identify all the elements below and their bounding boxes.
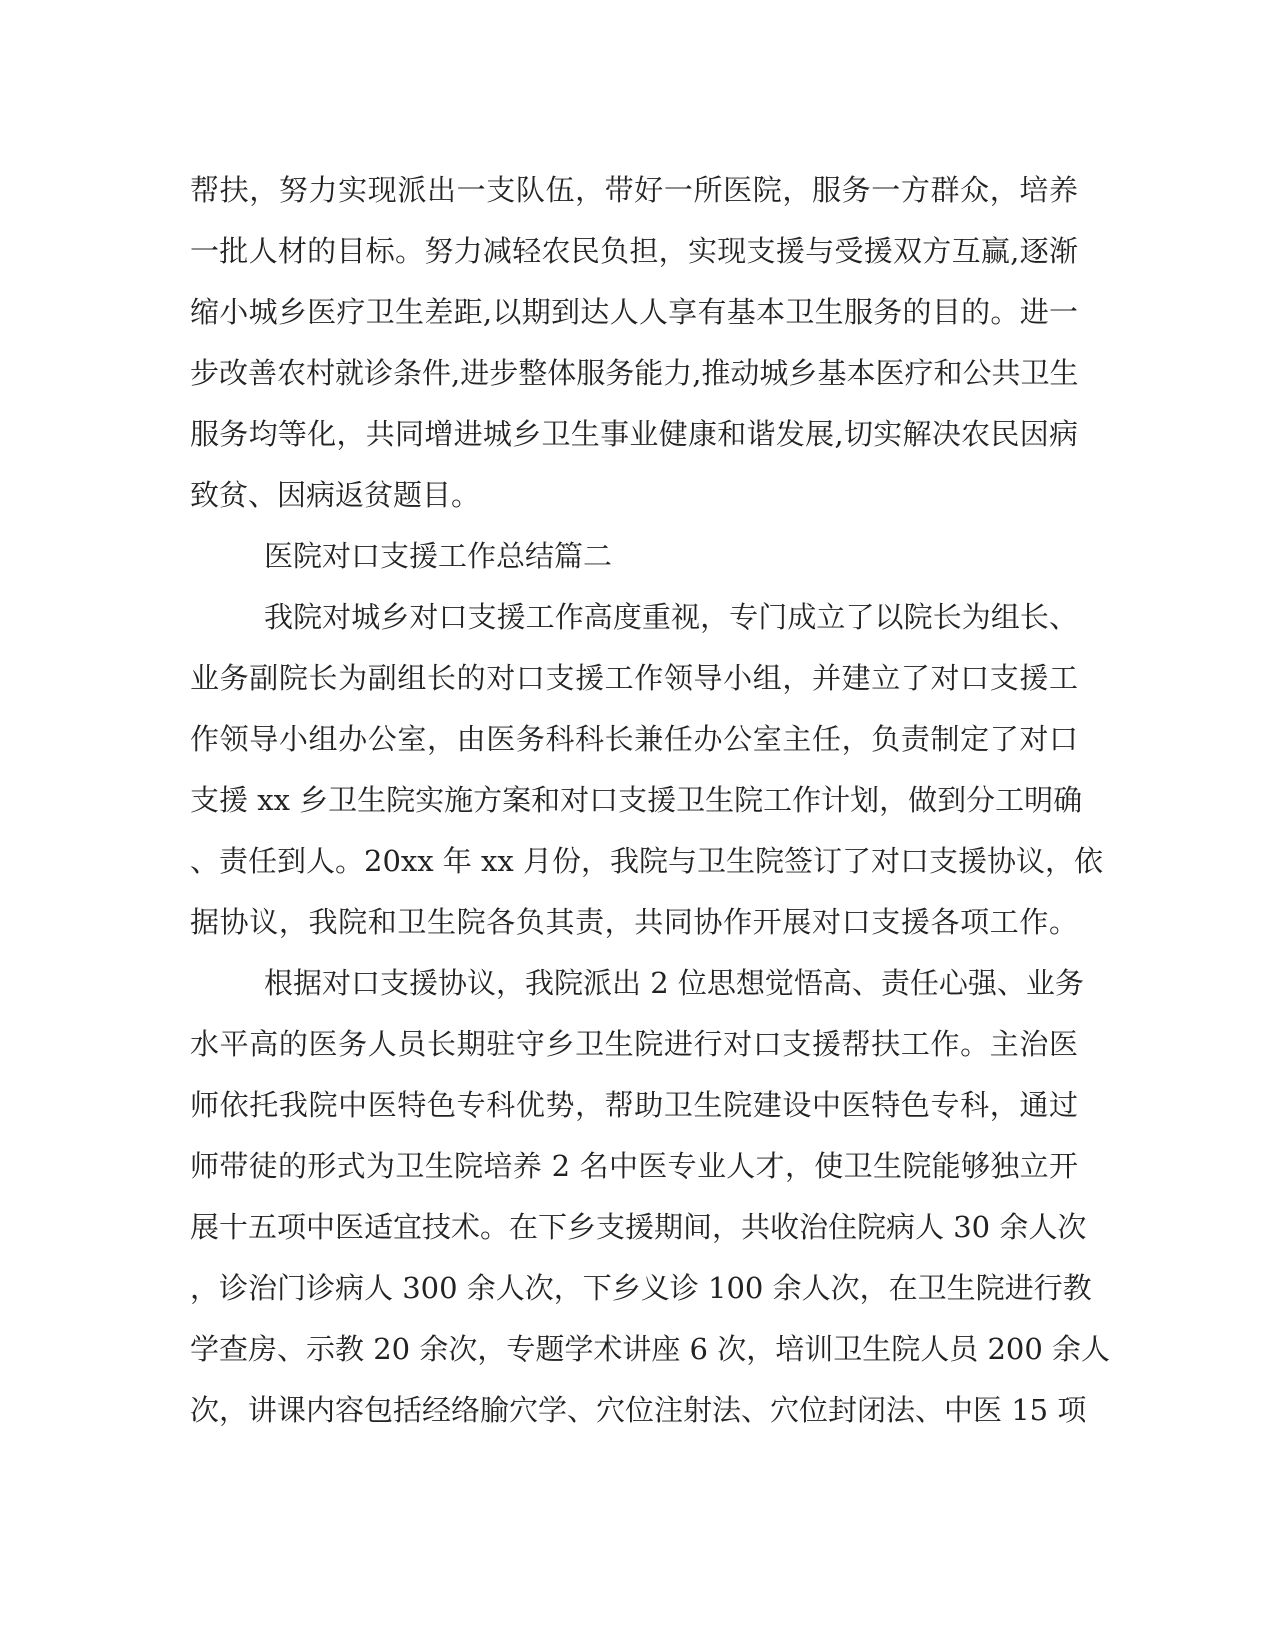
text-line: 水平高的医务人员长期驻守乡卫生院进行对口支援帮扶工作。主治医 xyxy=(190,1027,1078,1061)
text-line: 一批人材的目标。努力减轻农民负担，实现支援与受援双方互赢,逐渐 xyxy=(190,234,1078,268)
text-line: 展十五项中医适宜技术。在下乡支援期间，共收治住院病人 30 余人次 xyxy=(190,1210,1087,1244)
text-line: 、责任到人。20xx 年 xx 月份，我院与卫生院签订了对口支援协议，依 xyxy=(190,844,1103,878)
text-line: 根据对口支援协议，我院派出 2 位思想觉悟高、责任心强、业务 xyxy=(264,966,1084,1000)
text-line: 帮扶，努力实现派出一支队伍，带好一所医院，服务一方群众，培养 xyxy=(190,173,1078,207)
text-line: 致贫、因病返贫题目。 xyxy=(190,478,481,512)
text-line: 我院对城乡对口支援工作高度重视，专门成立了以院长为组长、 xyxy=(264,600,1078,634)
text-line: 师依托我院中医特色专科优势，帮助卫生院建设中医特色专科，通过 xyxy=(190,1088,1078,1122)
text-line: 支援 xx 乡卫生院实施方案和对口支援卫生院工作计划，做到分工明确 xyxy=(190,783,1083,817)
text-line: 服务均等化，共同增进城乡卫生事业健康和谐发展,切实解决农民因病 xyxy=(190,417,1078,451)
text-line: 师带徒的形式为卫生院培养 2 名中医专业人才，使卫生院能够独立开 xyxy=(190,1149,1078,1183)
body-text xyxy=(190,160,1111,1441)
text-line: 业务副院长为副组长的对口支援工作领导小组，并建立了对口支援工 xyxy=(190,661,1078,695)
text-line: 学查房、示教 20 余次，专题学术讲座 6 次，培训卫生院人员 200 余人 xyxy=(190,1332,1111,1366)
text-line: 缩小城乡医疗卫生差距,以期到达人人享有基本卫生服务的目的。进一 xyxy=(190,295,1078,329)
text-line: 次，讲课内容包括经络腧穴学、穴位注射法、穴位封闭法、中医 15 项 xyxy=(190,1393,1087,1427)
text-line: ，诊治门诊病人 300 余人次，下乡义诊 100 余人次，在卫生院进行教 xyxy=(190,1271,1092,1305)
text-line: 作领导小组办公室，由医务科科长兼任办公室主任，负责制定了对口 xyxy=(190,722,1078,756)
section-heading: 医院对口支援工作总结篇二 xyxy=(264,539,613,573)
text-line: 据协议，我院和卫生院各负其责，共同协作开展对口支援各项工作。 xyxy=(190,905,1078,939)
text-line: 步改善农村就诊条件,进步整体服务能力,推动城乡基本医疗和公共卫生 xyxy=(190,356,1079,390)
